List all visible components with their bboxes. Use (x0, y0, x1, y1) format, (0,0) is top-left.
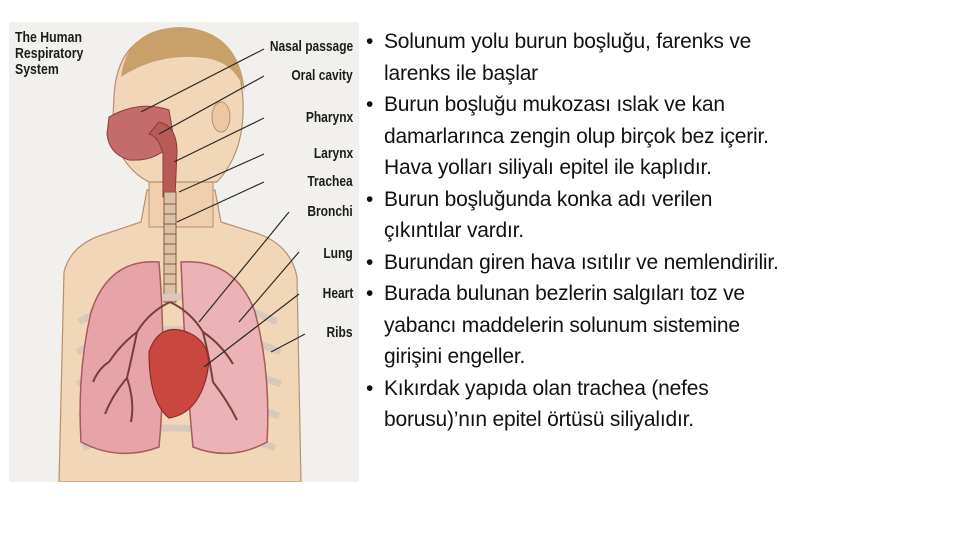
label-heart: Heart (322, 285, 353, 302)
respiratory-system-illustration (9, 22, 359, 482)
figure-title-line: System (15, 61, 59, 78)
label-lung: Lung (323, 245, 353, 262)
bullet-line: Burun boşluğu mukozası ıslak ve kan (384, 93, 725, 116)
bullet-item (366, 247, 956, 279)
bullet-item (366, 184, 956, 247)
ear (212, 102, 230, 132)
label-bronchi: Bronchi (307, 203, 353, 220)
label-trachea: Trachea (307, 173, 353, 190)
label-pharynx: Pharynx (305, 109, 353, 126)
label-oral-cavity: Oral cavity (291, 67, 353, 84)
bullet-line: Hava yolları siliyalı epitel ile kaplıdır. (384, 156, 712, 179)
bullet-marker: • (366, 376, 374, 400)
bullet-marker: • (366, 30, 374, 53)
figure-title-line: Respiratory (15, 45, 84, 62)
bullet-line: Burada bulunan bezlerin salgıları toz ve (384, 282, 745, 305)
bullet-line: larenks ile başlar (384, 61, 538, 85)
bullet-line: Burundan giren hava ısıtılır ve nemlendirilir. (384, 250, 779, 274)
bullet-line: damarlarınca zengin olup birçok bez içerir. (384, 124, 769, 148)
label-nasal-passage: Nasal passage (269, 38, 353, 55)
bullet-marker: • (366, 250, 374, 274)
anatomy-drawing (9, 22, 359, 482)
bullet-item (366, 89, 956, 184)
bullet-marker: • (366, 93, 374, 116)
bullet-line: Kıkırdak yapıda olan trachea (nefes (384, 376, 709, 400)
bullet-marker: • (366, 282, 374, 305)
bullet-line: yabancı maddelerin solunum sistemine (384, 313, 740, 337)
label-larynx: Larynx (313, 145, 353, 162)
bullet-line: Solunum yolu burun boşluğu, farenks ve (384, 30, 752, 53)
figure-title (15, 30, 94, 78)
bullet-line: girişini engeller. (384, 345, 526, 368)
trachea-tube (164, 192, 176, 302)
bullet-item (366, 278, 956, 373)
bullet-marker: • (366, 187, 374, 211)
bullet-list (366, 26, 956, 436)
bullet-item (366, 26, 956, 89)
bullet-item (366, 373, 956, 436)
bullet-line: Burun boşluğunda konka adı verilen (384, 187, 713, 211)
bullet-line: borusu)’nın epitel örtüsü siliyalıdır. (384, 408, 694, 431)
figure-title-line: The Human (15, 29, 82, 46)
label-ribs: Ribs (326, 324, 353, 341)
bullet-line: çıkıntılar vardır. (384, 219, 524, 242)
